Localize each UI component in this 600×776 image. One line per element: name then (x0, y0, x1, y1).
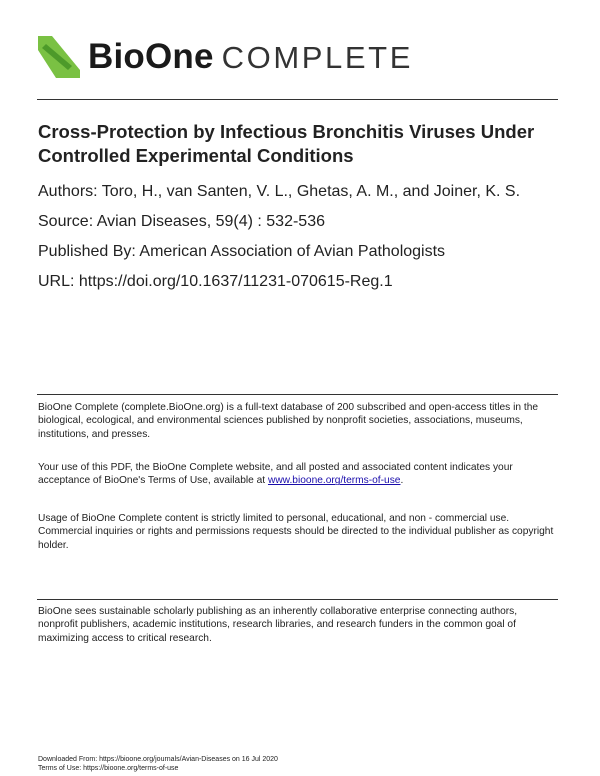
terms-prefix: Your use of this PDF, the BioOne Complete website, and all posted and associated content indicates your acceptance of BioOne's Terms of Use, available at (38, 462, 513, 487)
mission-statement: BioOne sees sustainable scholarly publishing as an inherently collaborative enterprise connecting authors, nonprofit publishers, academic institutions, research libraries, and research funders in the common goal of maximizing access to critical research. (38, 606, 518, 644)
url-line[interactable]: URL: https://doi.org/10.1637/11231-070615-Reg.1 (38, 273, 393, 290)
bioone-description: BioOne Complete (complete.BioOne.org) is a full-text database of 200 subscribed and open-access titles in the biological, ecological, and environmental sciences published by nonprofit societies, associations, museums, institutions, and presses. (38, 402, 539, 440)
logo-bioone: BioOne (88, 36, 214, 76)
notice-bottom-rule (37, 599, 558, 600)
terms-notice (38, 461, 558, 488)
downloaded-from-footer: Downloaded From: https://bioone.org/journals/Avian-Diseases on 16 Jul 2020 (38, 756, 278, 763)
notice-top-rule (37, 394, 558, 395)
publisher-line: Published By: American Association of Avian Pathologists (38, 243, 446, 260)
terms-of-use-link[interactable]: www.bioone.org/terms-of-use (267, 475, 401, 487)
bioone-complete-logo (38, 36, 413, 78)
source-line: Source: Avian Diseases, 59(4) : 532-536 (38, 213, 325, 230)
authors-line: Authors: Toro, H., van Santen, V. L., Ghetas, A. M., and Joiner, K. S. (38, 183, 521, 200)
logo-complete: COMPLETE (221, 39, 413, 75)
terms-suffix: . (400, 475, 404, 487)
terms-of-use-footer: Terms of Use: https://bioone.org/terms-of-use (38, 765, 179, 772)
article-title: Cross-Protection by Infectious Bronchitis Viruses Under Controlled Experimental Conditions (38, 121, 535, 166)
bioone-leaf-icon (38, 36, 80, 78)
header-rule (37, 99, 558, 100)
usage-notice: Usage of BioOne Complete content is strictly limited to personal, educational, and non - commercial use. Commercial inquiries or rights and permissions requests should be directed to the individual publisher as copyright holder. (38, 513, 554, 551)
